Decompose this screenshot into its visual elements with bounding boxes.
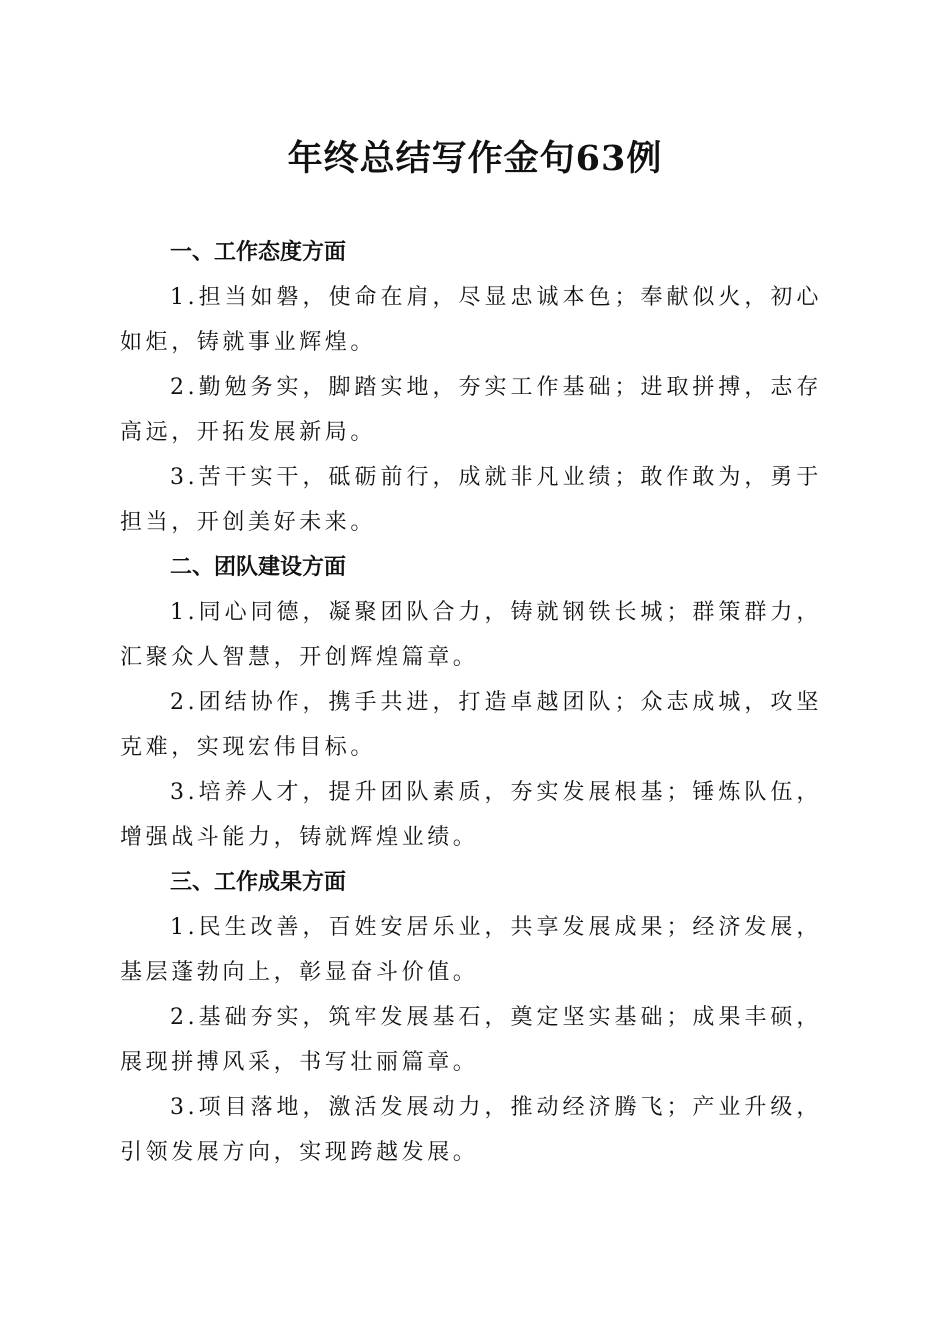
paragraph-item: 1.民生改善，百姓安居乐业，共享发展成果；经济发展，基层蓬勃向上，彰显奋斗价值。: [120, 915, 822, 985]
paragraph-item: 2.团结协作，携手共进，打造卓越团队；众志成城，攻坚克难，实现宏伟目标。: [120, 690, 822, 760]
paragraph-item: 2.勤勉务实，脚踏实地，夯实工作基础；进取拼搏，志存高远，开拓发展新局。: [120, 375, 822, 445]
paragraph-item: 1.担当如磐，使命在肩，尽显忠诚本色；奉献似火，初心如炬，铸就事业辉煌。: [120, 285, 822, 355]
document-title: 年终总结写作金句63例: [287, 138, 663, 179]
section-work-results: [120, 860, 822, 1175]
section-heading: 二、团队建设方面: [170, 555, 347, 580]
paragraph-item: 2.基础夯实，筑牢发展基石，奠定坚实基础；成果丰硕，展现拼搏风采，书写壮丽篇章。: [120, 1005, 822, 1075]
document-body: [120, 230, 822, 1175]
paragraph-item: 3.项目落地，激活发展动力，推动经济腾飞；产业升级，引领发展方向，实现跨越发展。: [120, 1095, 822, 1165]
section-heading: 三、工作成果方面: [170, 870, 347, 895]
paragraph-item: 3.苦干实干，砥砺前行，成就非凡业绩；敢作敢为，勇于担当，开创美好未来。: [120, 465, 822, 535]
paragraph-item: 3.培养人才，提升团队素质，夯实发展根基；锤炼队伍，增强战斗能力，铸就辉煌业绩。: [120, 780, 822, 850]
section-team-building: [120, 545, 822, 860]
section-work-attitude: [120, 230, 822, 545]
section-heading: 一、工作态度方面: [170, 240, 347, 265]
paragraph-item: 1.同心同德，凝聚团队合力，铸就钢铁长城；群策群力，汇聚众人智慧，开创辉煌篇章。: [120, 600, 822, 670]
